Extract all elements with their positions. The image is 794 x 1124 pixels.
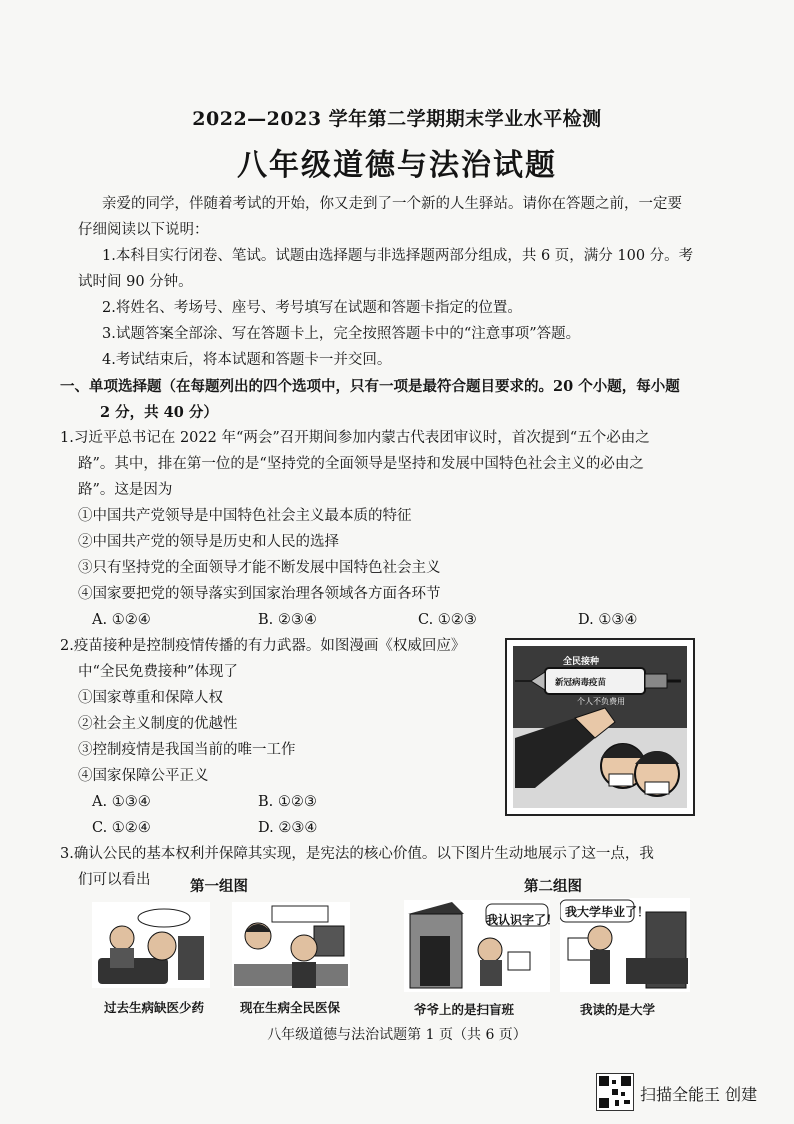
q2-option-a: A. ①③④ (92, 794, 151, 810)
qr-code-icon (596, 1073, 634, 1111)
note-1b: 试时间 90 分钟。 (78, 274, 193, 290)
intro-line-2: 仔细阅读以下说明： (78, 222, 209, 238)
q2-option-c: C. ①②④ (92, 820, 151, 836)
q3-group2-title: 第二组图 (524, 878, 582, 895)
q2-item-2: ②社会主义制度的优越性 (78, 716, 238, 732)
q1-item-1: ①中国共产党领导是中国特色社会主义最本质的特征 (78, 508, 412, 524)
syringe-label-1: 全民接种 (563, 657, 600, 667)
section1-heading-2: 2 分，共 40 分） (100, 404, 218, 421)
q1-stem-3: 路”。这是因为 (78, 482, 173, 498)
note-3: 3.试题答案全部涂、写在答题卡上，完全按照答题卡中的“注意事项”答题。 (102, 326, 581, 342)
caption-past-medical: 过去生病缺医少药 (104, 1000, 205, 1015)
panel-present-medical (232, 902, 350, 988)
caption-present-medical: 现在生病全民医保 (240, 1000, 341, 1015)
q1-item-3: ③只有坚持党的全面领导才能不断发展中国特色社会主义 (78, 560, 441, 576)
q2-option-b: B. ①②③ (258, 794, 317, 810)
q1-option-b: B. ②③④ (258, 612, 317, 628)
q1-option-a: A. ①②④ (92, 612, 151, 628)
syringe-label-2: 新冠病毒疫苗 (555, 678, 607, 688)
intro-line-1: 亲爱的同学，伴随着考试的开始，你又走到了一个新的人生驿站。请你在答题之前，一定要 (102, 196, 682, 212)
note-1a: 1.本科目实行闭卷、笔试。试题由选择题与非选择题两部分组成，共 6 页，满分 100 分。考 (102, 248, 694, 264)
q2-item-3: ③控制疫情是我国当前的唯一工作 (78, 742, 296, 758)
caption-university: 我读的是大学 (580, 1002, 656, 1017)
q2-item-1: ①国家尊重和保障人权 (78, 690, 223, 706)
q1-option-c: C. ①②③ (418, 612, 477, 628)
q1-stem-2: 路”。其中，排在第一位的是“坚持党的全面领导是坚持和发展中国特色社会主义的必由之 (78, 456, 644, 472)
note-2: 2.将姓名、考场号、座号、考号填写在试题和答题卡指定的位置。 (102, 300, 522, 316)
q3-group1-title: 第一组图 (190, 878, 248, 895)
q1-option-d: D. ①③④ (578, 612, 638, 628)
q1-stem-1: 1.习近平总书记在 2022 年“两会”召开期间参加内蒙古代表团审议时，首次提到“五个必由之 (60, 430, 650, 446)
q3-stem-1: 3.确认公民的基本权利并保障其实现，是宪法的核心价值。以下图片生动地展示了这一点，我 (60, 846, 654, 862)
q2-option-d: D. ②③④ (258, 820, 318, 836)
q1-item-2: ②中国共产党的领导是历史和人民的选择 (78, 534, 339, 550)
panel-past-medical (92, 902, 210, 988)
exam-title-line1: 2022—2023 学年第二学期期末学业水平检测 (192, 108, 602, 130)
section1-heading-1: 一、单项选择题（在每题列出的四个选项中，只有一项是最符合题目要求的。20 个小题，每小题 (60, 378, 680, 395)
q2-item-4: ④国家保障公平正义 (78, 768, 209, 784)
bubble-grad: 我大学毕业了！ (565, 905, 650, 919)
bubble-read: 我认识字了！ (486, 913, 559, 927)
note-4: 4.考试结束后，将本试题和答题卡一并交回。 (102, 352, 392, 368)
q1-item-4: ④国家要把党的领导落实到国家治理各领域各方面各环节 (78, 586, 441, 602)
q2-stem-1: 2.疫苗接种是控制疫情传播的有力武器。如图漫画《权威回应》 (60, 638, 466, 654)
caption-literacy: 爷爷上的是扫盲班 (414, 1002, 515, 1017)
exam-title-line2: 八年级道德与法治试题 (237, 148, 557, 183)
scanner-label: 扫描全能王 创建 (640, 1085, 758, 1104)
q3-stem-2: 们可以看出 (78, 872, 151, 888)
q2-stem-2: 中“全民免费接种”体现了 (78, 664, 238, 680)
vaccine-cartoon (505, 638, 695, 816)
page-footer: 八年级道德与法治试题第 1 页（共 6 页） (267, 1027, 527, 1043)
syringe-label-3: 个人不负费用 (577, 697, 625, 706)
